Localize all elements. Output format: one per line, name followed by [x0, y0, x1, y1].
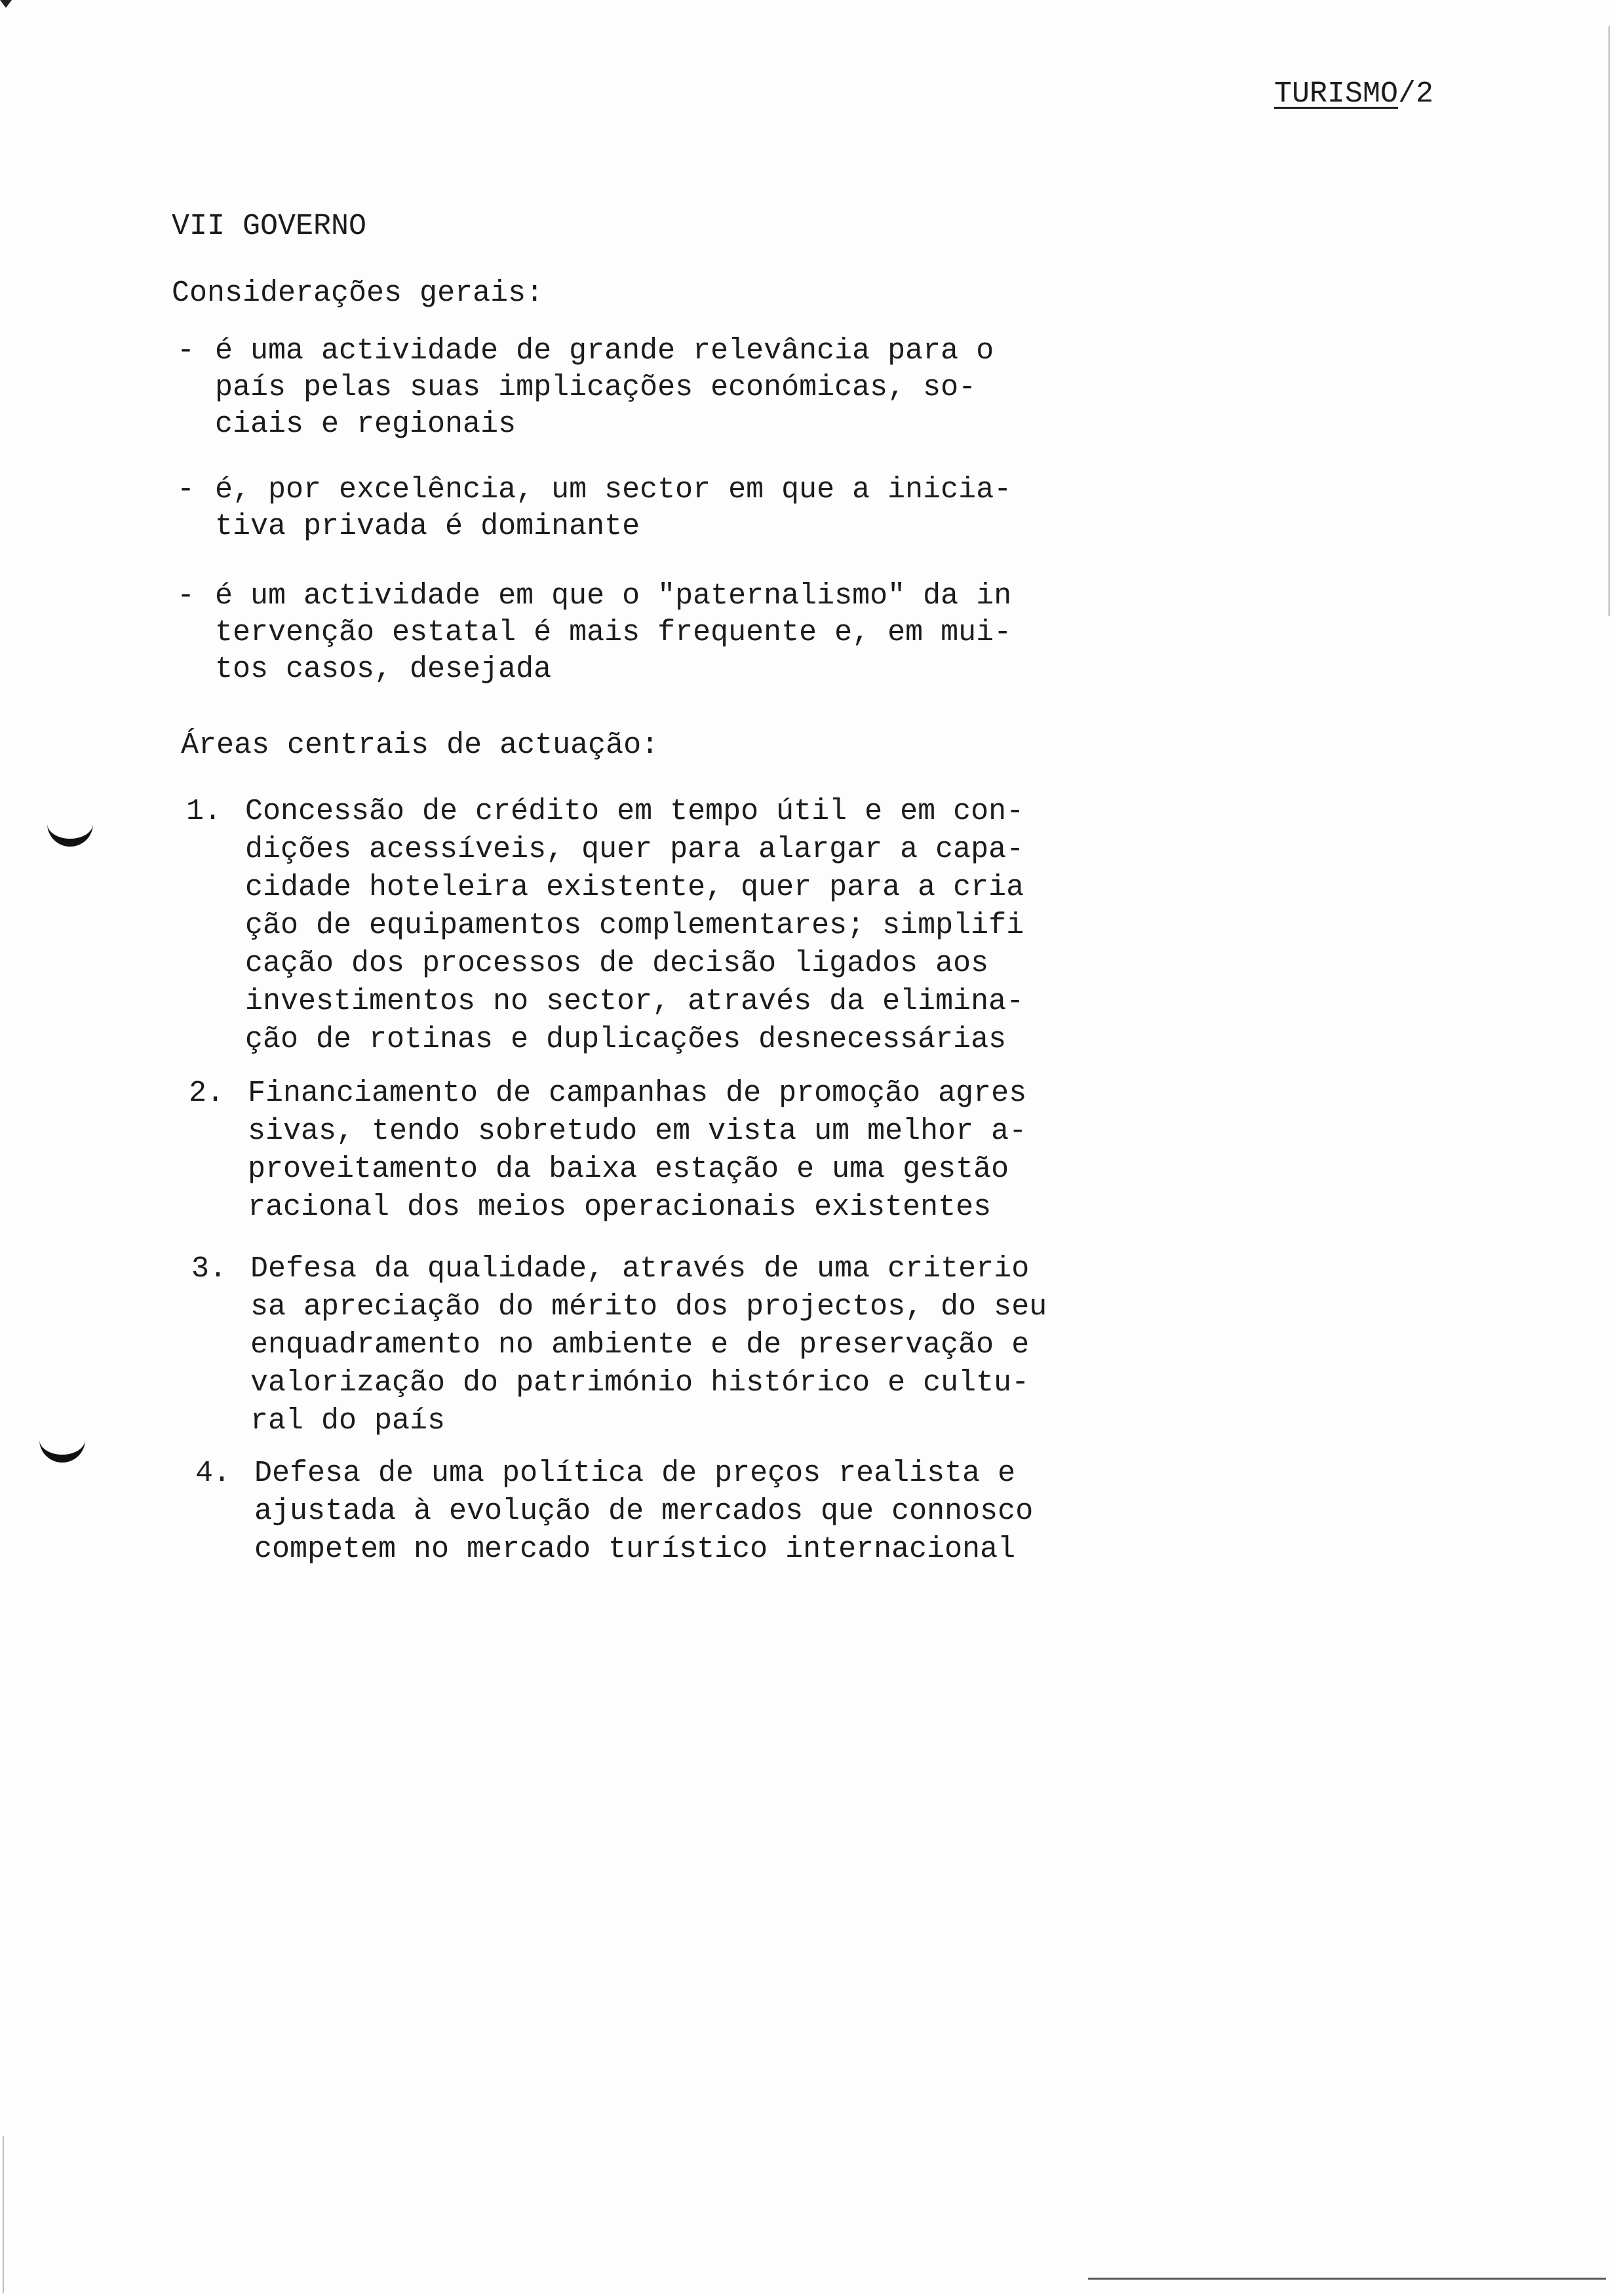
section-code: TURISMO — [1274, 77, 1399, 111]
bullet-text: é um actividade em que o "paternalismo" da in tervenção estatal é mais frequente e, em mui- tos casos, desejada — [215, 579, 1012, 686]
bullet-marker: - — [177, 473, 195, 507]
page-edge-right — [1608, 26, 1610, 616]
item-text: Defesa da qualidade, através de uma criterio sa apreciação do mérito dos projectos, do seu enquadramento no ambiente e de preservação e valorização do património histórico e cultu- ral do país — [250, 1252, 1047, 1438]
document-title: VII GOVERNO — [172, 210, 367, 243]
bullet-marker: - — [177, 579, 195, 613]
bullet-marker: - — [177, 334, 195, 368]
item-number: 1. — [186, 795, 222, 828]
item-text: Financiamento de campanhas de promoção agres sivas, tendo sobretudo em vista um melhor a- proveitamento da baixa estação e uma gestão racional dos meios operacionais existentes — [248, 1077, 1027, 1224]
bullet-text: é, por excelência, um sector em que a inicia- tiva privada é dominante — [215, 473, 1012, 543]
central-areas-heading: Áreas centrais de actuação: — [181, 729, 659, 762]
page-number: /2 — [1398, 77, 1434, 111]
general-considerations-heading: Considerações gerais: — [172, 277, 544, 310]
item-number: 2. — [189, 1077, 225, 1110]
item-text: Concessão de crédito em tempo útil e em con- dições acessíveis, quer para alargar a capa- cidade hoteleira existente, quer para a cria ção de equipamentos complementares; simplifi cação dos processos de decisão ligados aos investimentos no sector, através da elimina- ção de rotinas e duplicações desnecessárias — [245, 795, 1024, 1056]
page-code — [1274, 76, 1433, 113]
corner-mark — [0, 0, 12, 8]
item-number: 3. — [191, 1252, 227, 1286]
page-edge-left — [3, 2136, 4, 2293]
item-text: Defesa de uma política de preços realista e ajustada à evolução de mercados que connosco competem no mercado turístico internacional — [254, 1457, 1034, 1566]
punch-hole-mark — [39, 1428, 85, 1463]
bullet-text: é uma actividade de grande relevância para o país pelas suas implicações económicas, so- ciais e regionais — [215, 334, 994, 441]
page-edge-bottom — [1088, 2278, 1606, 2280]
item-number: 4. — [195, 1457, 231, 1490]
punch-hole-mark — [47, 813, 93, 847]
